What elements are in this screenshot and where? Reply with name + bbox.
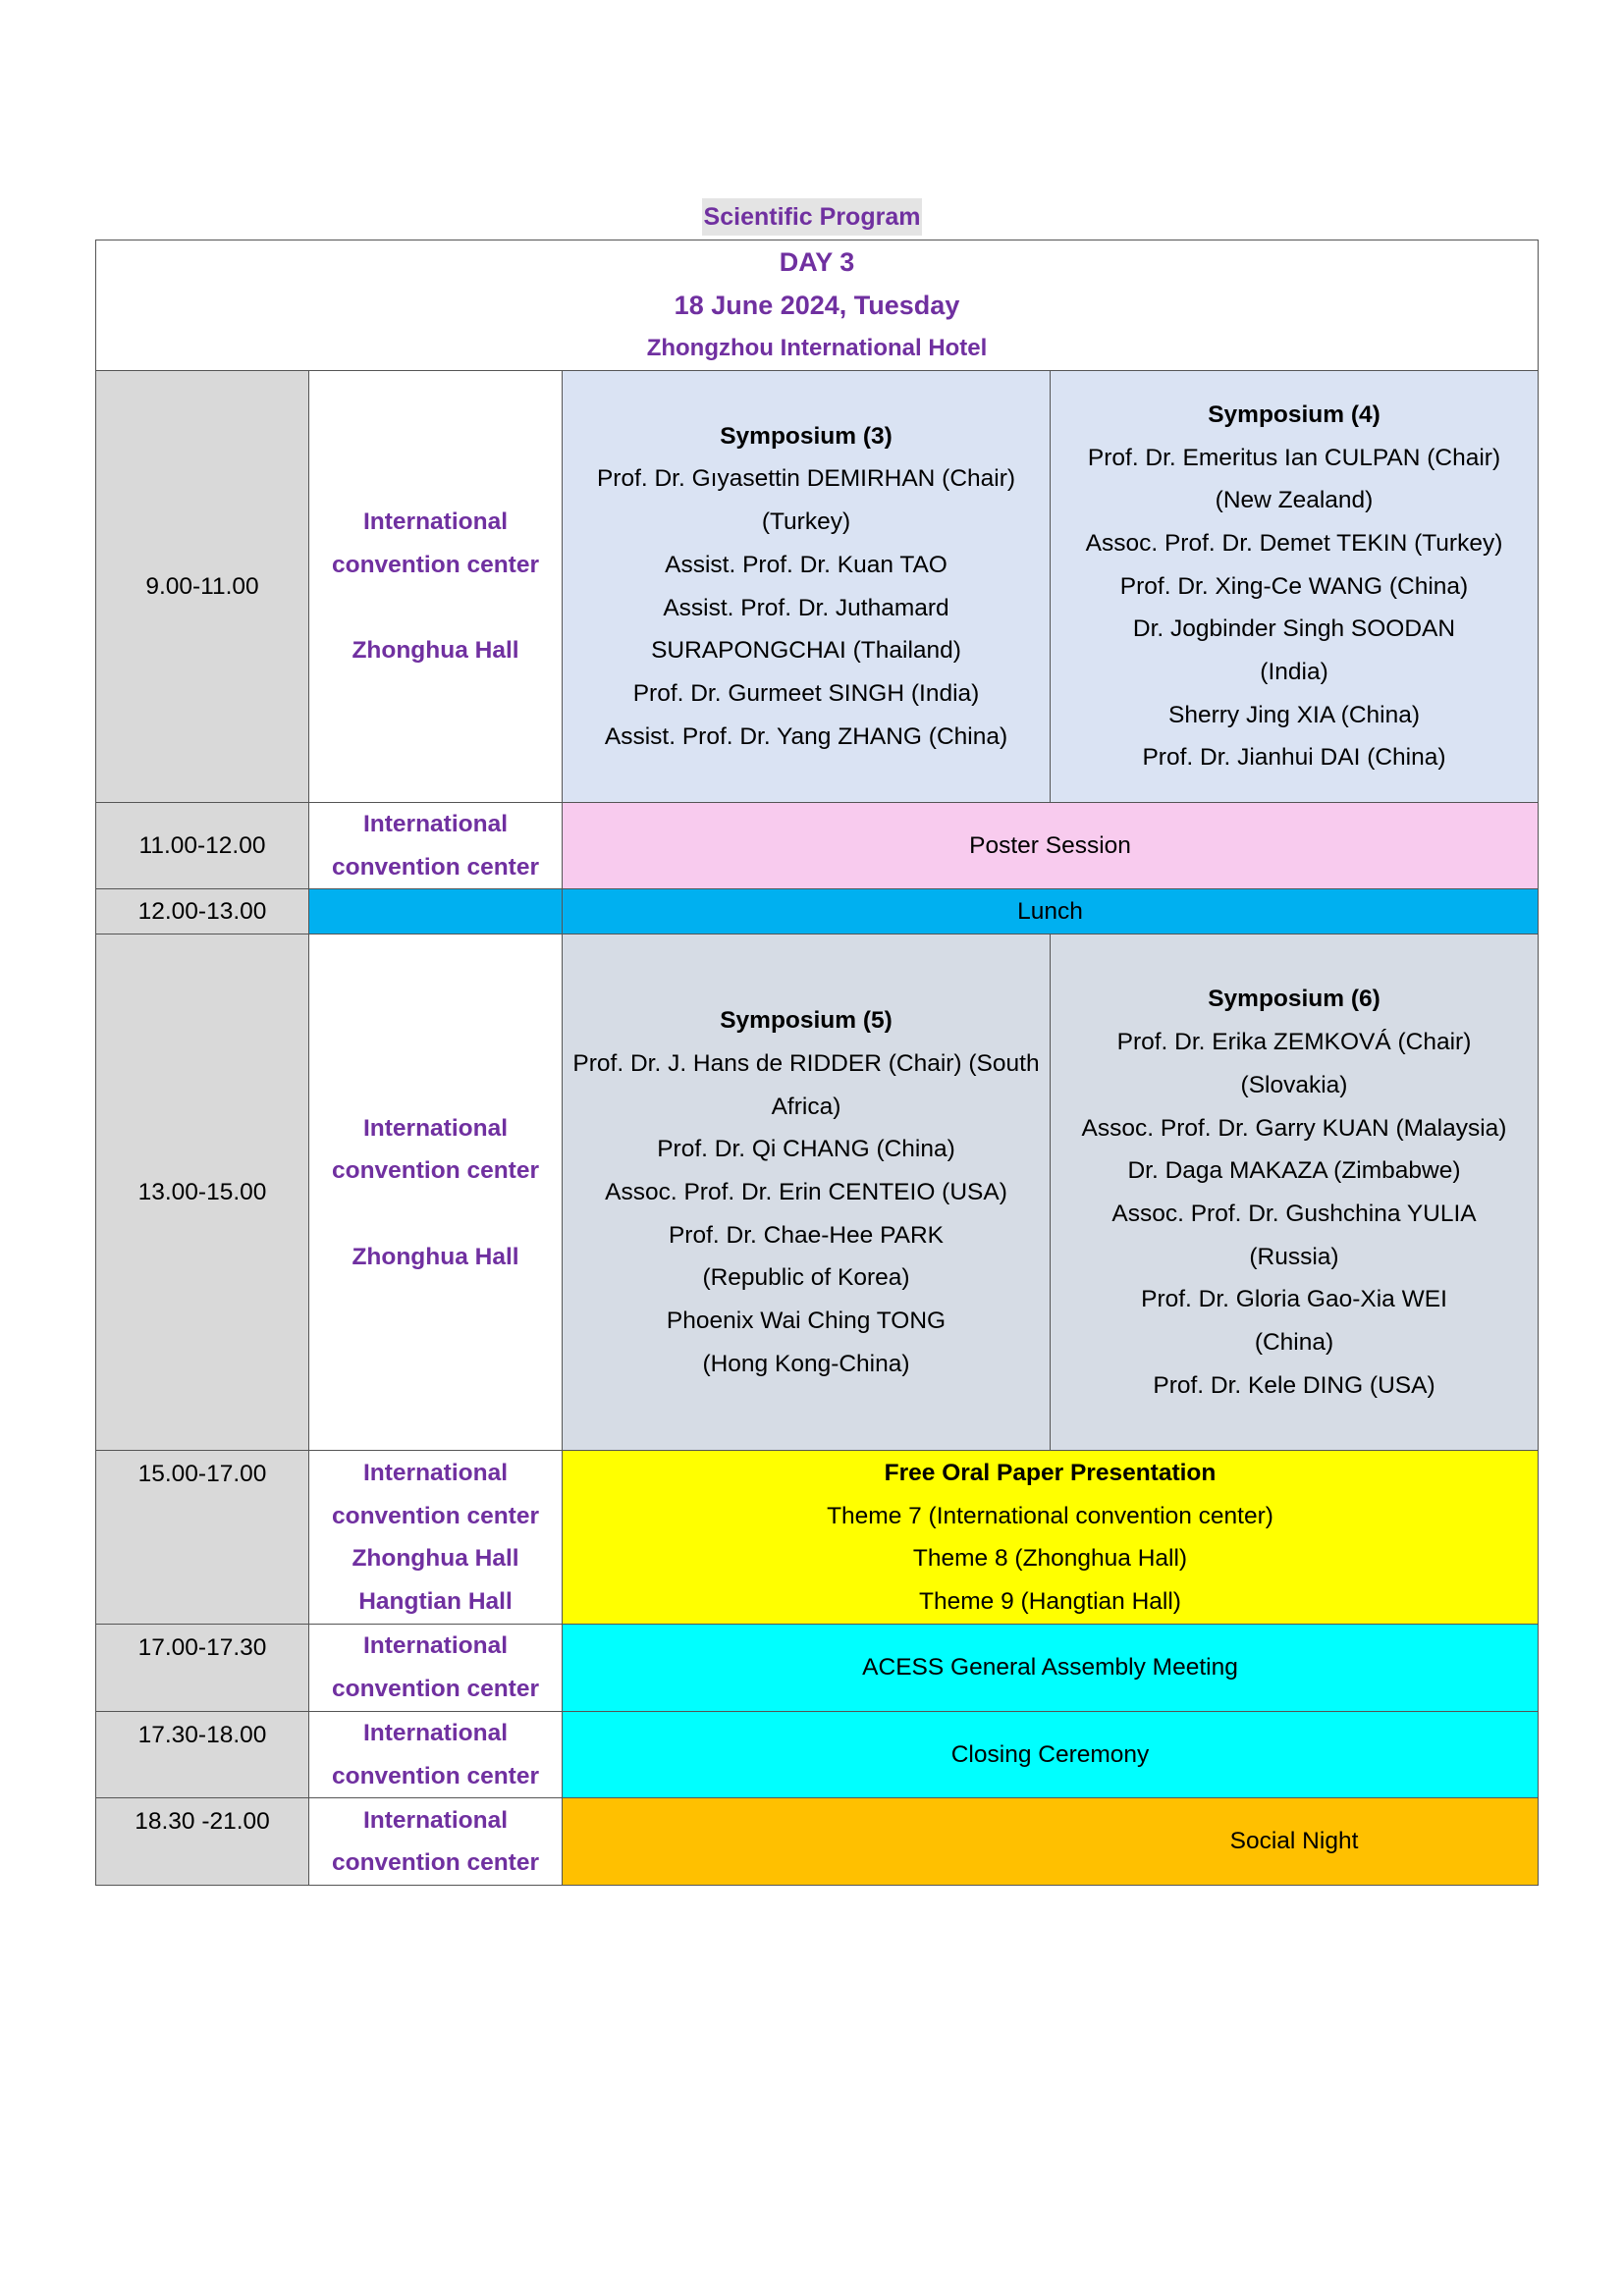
member-line: (China) — [1254, 1329, 1334, 1357]
member-line: (Hong Kong-China) — [702, 1350, 910, 1377]
member-line: (Slovakia) — [1240, 1071, 1348, 1098]
member-line: Sherry Jing XIA (China) — [1168, 701, 1420, 728]
symposium-title: Symposium (3) — [720, 422, 893, 450]
member-line: Prof. Dr. Gıyasettin DEMIRHAN (Chair) — [596, 465, 1016, 493]
venue-line: Hangtian Hall — [358, 1588, 513, 1616]
closing-ceremony-cell: Closing Ceremony — [563, 1711, 1539, 1797]
poster-session-cell: Poster Session — [563, 803, 1539, 889]
time-cell: 9.00-11.00 — [96, 371, 309, 803]
member-line: Prof. Dr. Jianhui DAI (China) — [1142, 744, 1446, 772]
time-cell: 17.00-17.30 — [96, 1625, 309, 1711]
venue-line: convention center — [331, 551, 539, 578]
venue-line: International — [362, 508, 508, 536]
venue-line: International — [362, 1806, 508, 1834]
time-cell: 12.00-13.00 — [96, 889, 309, 934]
member-line: Prof. Dr. Gloria Gao-Xia WEI — [1141, 1286, 1447, 1313]
venue-line: International — [362, 1114, 508, 1142]
theme-line: Theme 7 (International convention center) — [827, 1502, 1273, 1529]
member-line: Assist. Prof. Dr. Yang ZHANG (China) — [604, 722, 1008, 750]
venue-line: International — [362, 811, 508, 837]
venue-line: Zhonghua Hall — [352, 1545, 519, 1573]
date-label: 18 June 2024, Tuesday — [674, 291, 960, 320]
time-cell: 17.30-18.00 — [96, 1711, 309, 1797]
page-title: Scientific Program — [702, 198, 923, 236]
venue-cell — [309, 371, 563, 803]
symposium-3-cell — [563, 371, 1051, 803]
social-night-label: Social Night — [1229, 1828, 1359, 1855]
assembly-meeting-cell: ACESS General Assembly Meeting — [563, 1625, 1539, 1711]
venue-line: convention center — [331, 1676, 539, 1703]
member-line: Africa) — [771, 1093, 841, 1120]
member-line: Prof. Dr. Erika ZEMKOVÁ (Chair) — [1116, 1029, 1472, 1056]
member-line: (Russia) — [1249, 1243, 1339, 1270]
venue-cell — [309, 1451, 563, 1625]
venue-line: International — [362, 1460, 508, 1486]
member-line: Assist. Prof. Dr. Juthamard — [663, 594, 949, 621]
venue-line: convention center — [331, 1762, 539, 1789]
venue-line: convention center — [331, 1502, 539, 1529]
table-row — [96, 803, 1539, 889]
venue-line: Zhonghua Hall — [352, 637, 519, 665]
member-line: Prof. Dr. J. Hans de RIDDER (Chair) (South — [572, 1049, 1040, 1077]
venue-line: convention center — [331, 853, 539, 881]
member-line: Prof. Dr. Gurmeet SINGH (India) — [632, 679, 980, 707]
venue-line: Zhonghua Hall — [352, 1243, 519, 1270]
theme-line: Theme 8 (Zhonghua Hall) — [912, 1545, 1188, 1573]
venue-cell — [309, 1625, 563, 1711]
member-line: Prof. Dr. Chae-Hee PARK — [668, 1221, 945, 1249]
table-row — [96, 1711, 1539, 1797]
venue-line: convention center — [331, 1849, 539, 1877]
program-table — [95, 240, 1539, 1886]
time-cell: 15.00-17.00 — [96, 1451, 309, 1625]
symposium-title: Symposium (5) — [720, 1007, 893, 1035]
table-row — [96, 1625, 1539, 1711]
member-line: Dr. Daga MAKAZA (Zimbabwe) — [1127, 1157, 1461, 1185]
social-night-cell — [563, 1798, 1539, 1886]
hotel-label: Zhongzhou International Hotel — [646, 335, 988, 361]
venue-cell — [309, 1711, 563, 1797]
time-cell: 18.30 -21.00 — [96, 1798, 309, 1886]
symposium-5-cell — [563, 934, 1051, 1451]
member-line: Assoc. Prof. Dr. Gushchina YULIA — [1111, 1200, 1477, 1227]
oral-presentation-cell — [563, 1451, 1539, 1625]
venue-cell — [309, 934, 563, 1451]
member-line: Phoenix Wai Ching TONG — [666, 1308, 947, 1335]
header-row — [96, 240, 1539, 371]
member-line: (India) — [1260, 659, 1328, 686]
member-line: SURAPONGCHAI (Thailand) — [651, 637, 961, 665]
venue-cell — [309, 803, 563, 889]
venue-cell — [309, 1798, 563, 1886]
member-line: Assoc. Prof. Dr. Demet TEKIN (Turkey) — [1085, 529, 1503, 557]
member-line: Prof. Dr. Qi CHANG (China) — [657, 1136, 955, 1163]
member-line: (New Zealand) — [1215, 487, 1374, 514]
day-header — [96, 240, 1539, 371]
title-wrap — [0, 198, 1624, 236]
member-line: Assoc. Prof. Dr. Garry KUAN (Malaysia) — [1081, 1114, 1507, 1142]
lunch-venue-cell — [309, 889, 563, 934]
member-line: (Turkey) — [761, 508, 851, 536]
table-row — [96, 371, 1539, 803]
theme-line: Theme 9 (Hangtian Hall) — [919, 1588, 1181, 1616]
symposium-title: Symposium (6) — [1208, 986, 1380, 1013]
venue-line: International — [362, 1719, 508, 1746]
member-line: Prof. Dr. Xing-Ce WANG (China) — [1119, 572, 1469, 600]
time-cell: 13.00-15.00 — [96, 934, 309, 1451]
member-line: Assist. Prof. Dr. Kuan TAO — [665, 551, 947, 578]
symposium-6-cell — [1051, 934, 1539, 1451]
table-row — [96, 934, 1539, 1451]
member-line: Prof. Dr. Emeritus Ian CULPAN (Chair) — [1087, 444, 1501, 471]
table-row — [96, 1451, 1539, 1625]
member-line: Assoc. Prof. Dr. Erin CENTEIO (USA) — [605, 1179, 1007, 1206]
member-line: Dr. Jogbinder Singh SOODAN — [1132, 615, 1456, 643]
member-line: (Republic of Korea) — [702, 1264, 910, 1292]
venue-line: convention center — [331, 1157, 539, 1185]
member-line: Prof. Dr. Kele DING (USA) — [1153, 1371, 1435, 1399]
oral-title: Free Oral Paper Presentation — [884, 1460, 1217, 1486]
table-row — [96, 889, 1539, 934]
time-cell: 11.00-12.00 — [96, 803, 309, 889]
venue-line: International — [362, 1632, 508, 1660]
day-label: DAY 3 — [779, 247, 855, 277]
lunch-cell: Lunch — [563, 889, 1539, 934]
symposium-title: Symposium (4) — [1208, 400, 1380, 428]
table-row — [96, 1798, 1539, 1886]
symposium-4-cell — [1051, 371, 1539, 803]
